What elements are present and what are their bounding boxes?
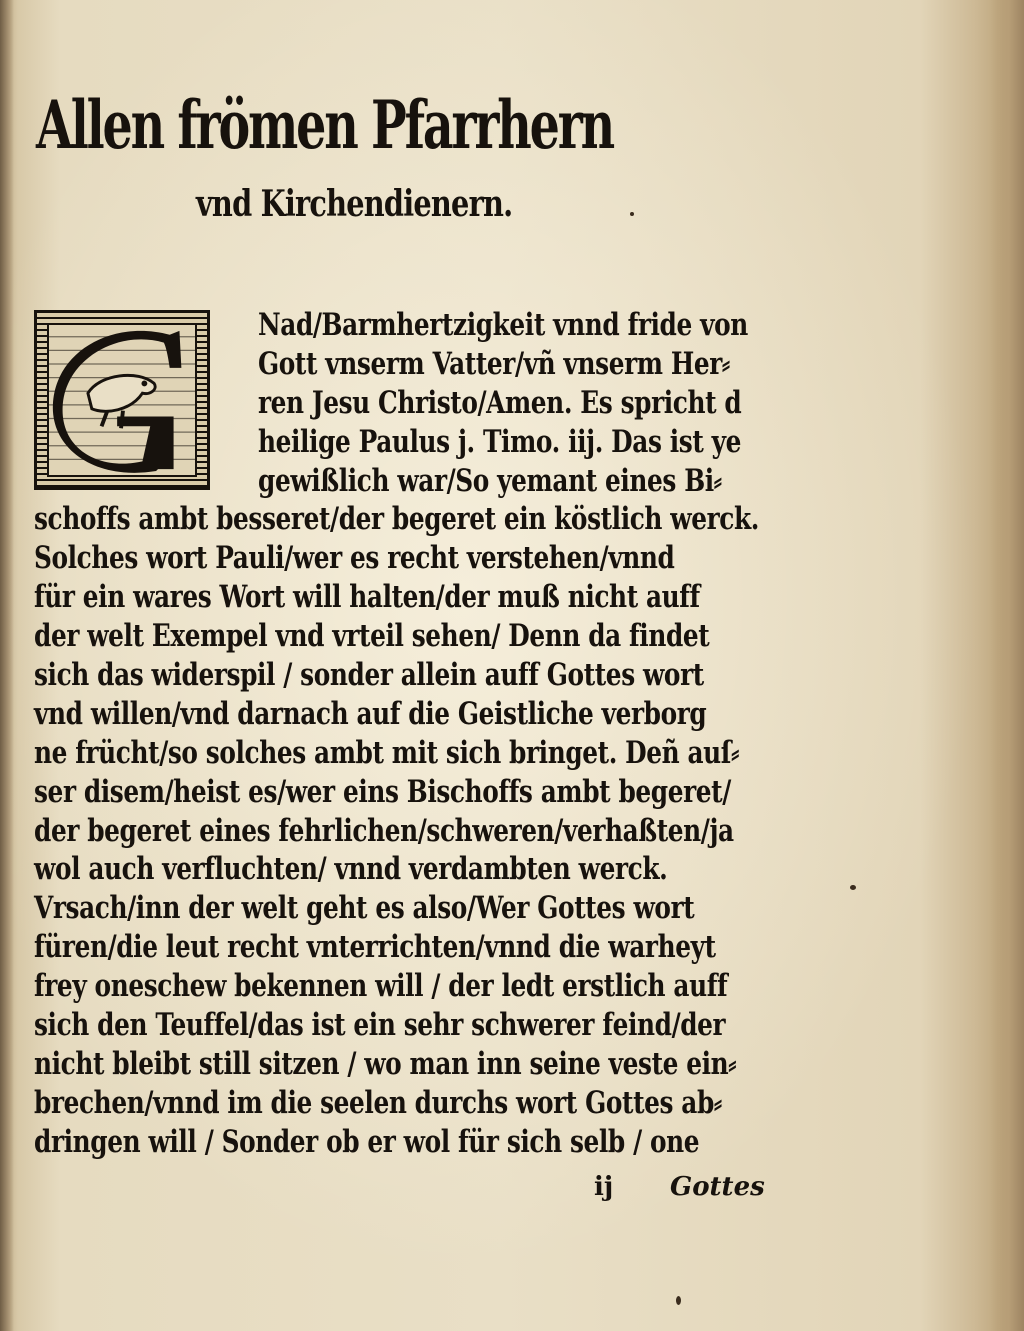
text-line: gewißlich war/So yemant eines Bi⸗: [258, 462, 722, 499]
ink-speck: [676, 1296, 681, 1305]
text-line: ren Jesu Christo/Amen. Es spricht d: [258, 384, 742, 421]
text-line: Nad/Barmhertzigkeit vnnd fride von: [258, 307, 748, 343]
text-line: Vrsach/inn der welt geht es also/Wer Gottes wort: [34, 890, 695, 927]
text-line: schoffs ambt besseret/der begeret ein köstlich werck.: [34, 501, 760, 538]
text-line: wol auch verfluchten/ vnnd verdambten werck.: [34, 851, 668, 888]
text-line: heilige Paulus j. Timo. iij. Das ist ye: [258, 423, 742, 460]
page-subtitle: vnd Kirchendienern.: [196, 183, 513, 225]
text-line: sich das widerspil / sonder allein auff Gottes wort: [34, 657, 704, 694]
text-line: ne frücht/so solches ambt mit sich bringet. Deñ auſ⸗: [34, 734, 739, 771]
text-line: nicht bleibt still sitzen / wo man inn seine veste ein⸗: [34, 1045, 737, 1082]
text-line: ser disem/heist es/wer eins Bischoffs ambt begeret/: [34, 773, 731, 810]
text-line: Solches wort Pauli/wer es recht verstehen/vnnd: [34, 540, 675, 577]
catchword: Gottes: [670, 1172, 765, 1202]
text-line: vnd willen/vnd darnach auf die Geistliche verborg: [34, 695, 707, 732]
ink-speck: [850, 885, 856, 890]
text-line: für ein wares Wort will halten/der muß nicht auff: [34, 579, 700, 616]
ink-speck: [630, 212, 634, 216]
text-line: sich den Teuffel/das ist ein sehr schwerer feind/der: [34, 1007, 726, 1044]
page-footer: [34, 1172, 774, 1212]
page-title: Allen frömen Pfarrhern: [36, 86, 613, 164]
text-line: füren/die leut recht vnterrichten/vnnd die warheyt: [34, 929, 716, 966]
text-line: der welt Exempel vnd vrteil sehen/ Denn da findet: [34, 618, 710, 655]
text-line: Gott vnserm Vatter/vñ vnserm Her⸗: [258, 345, 730, 382]
body-text: [34, 306, 794, 1162]
text-line: der begeret eines fehrlichen/schweren/verhaßten/ja: [34, 812, 734, 849]
text-line: frey oneschew bekennen will / der ledt erstlich auff: [34, 968, 728, 1005]
text-line: brechen/vnnd im die seelen durchs wort Gottes ab⸗: [34, 1084, 722, 1121]
text-line: dringen will / Sonder ob er wol für sich selb / one: [34, 1123, 700, 1160]
signature-mark: ij: [594, 1172, 614, 1202]
